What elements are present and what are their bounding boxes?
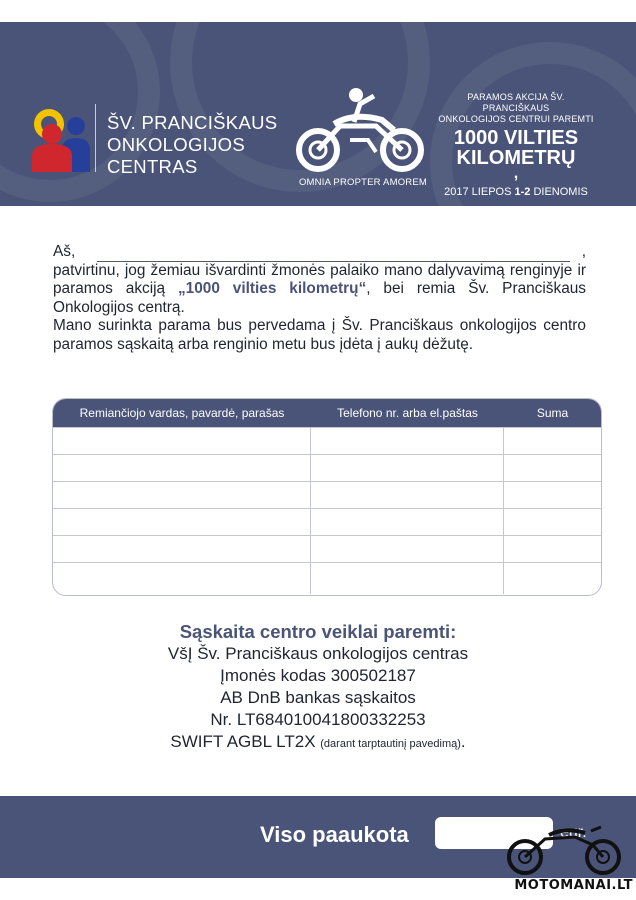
amount-cell[interactable] [504, 482, 601, 508]
contact-cell[interactable] [311, 428, 504, 454]
table-row [53, 562, 601, 594]
amount-cell[interactable] [504, 428, 601, 454]
event-title-block: PARAMOS AKCIJA ŠV. PRANCIŠKAUS ONKOLOGIJOS CENTRUI PAREMTI 1000 VILTIES KILOMETRŲ , 2017 LIEPOS 1-2 DIENOMIS [436, 92, 596, 198]
amount-cell[interactable] [504, 455, 601, 481]
name-cell[interactable] [53, 482, 311, 508]
motorcycle-icon [294, 86, 428, 182]
column-header-name: Remiančiojo vardas, pavardė, parašas [79, 406, 285, 420]
contact-cell[interactable] [311, 536, 504, 562]
logo-divider [95, 104, 96, 172]
bank-details [0, 621, 636, 755]
column-header-amount: Suma [536, 406, 569, 420]
declaration-paragraph-2: Mano surinkta parama bus pervedama į Šv. Pranciškaus onkologijos centro paramos sąskaitą arba renginio metu bus įdėta į aukų dėžutę. [53, 317, 586, 353]
amount-cell[interactable] [504, 563, 601, 594]
table-row [53, 454, 601, 481]
contact-cell[interactable] [311, 563, 504, 594]
people-logo-icon [30, 106, 96, 174]
name-cell[interactable] [53, 509, 311, 535]
supporters-table [52, 398, 602, 596]
account-number: Nr. LT684010041800332253 [210, 710, 426, 729]
declaration-name-line: Aš, , [53, 243, 586, 260]
contact-cell[interactable] [311, 455, 504, 481]
name-cell[interactable] [53, 563, 311, 594]
event-title-line-1: 1000 VILTIES [453, 127, 579, 149]
declaration-paragraph-1: patvirtinu, jog žemiau išvardinti žmonės palaiko mano dalyvavimą renginyje ir paramos akciją „1000 vilties kilometrų“, bei remia Šv. Pranciškaus Onkologijos centrą. [53, 261, 587, 316]
column-header-contact: Telefono nr. arba el.paštas [337, 406, 478, 420]
amount-cell[interactable] [504, 536, 601, 562]
bank-recipient: VšĮ Šv. Pranciškaus onkologijos centras [167, 644, 469, 663]
company-code: Įmonės kodas 300502187 [220, 666, 416, 685]
table-row [53, 427, 601, 454]
header-banner [0, 22, 636, 206]
currency-label: eur. [560, 824, 587, 841]
bank-name: AB DnB bankas sąskaitos [220, 688, 416, 707]
total-donated-label: Viso paaukota [260, 822, 409, 847]
name-cell[interactable] [53, 536, 311, 562]
table-row [53, 535, 601, 562]
motto-text: OMNIA PROPTER AMOREM [298, 177, 428, 188]
amount-cell[interactable] [504, 509, 601, 535]
table-row [53, 508, 601, 535]
contact-cell[interactable] [311, 482, 504, 508]
table-row [53, 481, 601, 508]
event-date: 2017 LIEPOS 1-2 DIENOMIS [444, 186, 588, 198]
declaration-text [53, 243, 586, 354]
campaign-name: „1000 vilties kilometrų“ [177, 280, 367, 297]
event-title-line-2: KILOMETRŲ [456, 147, 576, 169]
name-cell[interactable] [53, 455, 311, 481]
swift-code: SWIFT AGBL LT2X (darant tarptautinį pavedimą). [170, 732, 466, 751]
table-header [53, 399, 601, 427]
bank-details-title: Sąskaita centro veiklai paremti: [179, 621, 457, 642]
motorcycle-watermark-icon [505, 825, 623, 877]
watermark-text: MOTOMANAI.LT [514, 878, 633, 893]
organization-name: ŠV. PRANCIŠKAUS ONKOLOGIJOS CENTRAS [107, 112, 278, 177]
contact-cell[interactable] [311, 509, 504, 535]
name-cell[interactable] [53, 428, 311, 454]
name-fill-line[interactable] [97, 250, 569, 262]
